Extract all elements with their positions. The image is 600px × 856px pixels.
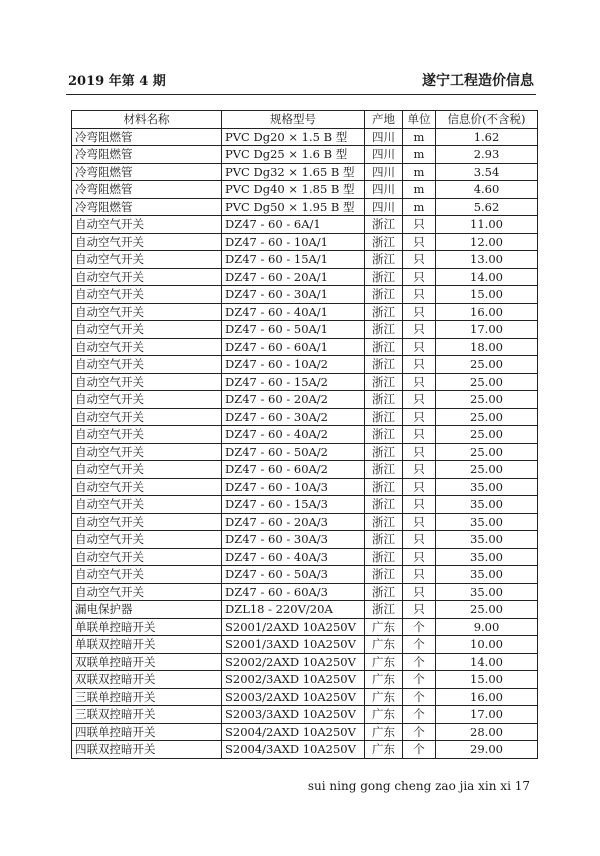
origin-cell: 浙江: [365, 251, 403, 269]
material-name-cell: 自动空气开关: [72, 233, 222, 251]
table-header-row: [72, 111, 538, 129]
unit-cell: 只: [403, 233, 436, 251]
table-row: [72, 478, 538, 496]
origin-cell: 广东: [365, 671, 403, 689]
table-row: [72, 233, 538, 251]
unit-cell: 只: [403, 461, 436, 479]
table-row: [72, 426, 538, 444]
issue-label: 2019 年第 4 期: [68, 74, 166, 89]
unit-cell: 只: [403, 566, 436, 584]
material-name-cell: 自动空气开关: [72, 251, 222, 269]
price-cell: 25.00: [436, 391, 538, 409]
material-name-cell: 冷弯阻燃管: [72, 163, 222, 181]
table-row: [72, 688, 538, 706]
spec-cell: DZ47 - 60 - 15A/2: [222, 373, 365, 391]
unit-cell: 只: [403, 426, 436, 444]
material-name-cell: 冷弯阻燃管: [72, 181, 222, 199]
unit-cell: 个: [403, 706, 436, 724]
origin-cell: 四川: [365, 181, 403, 199]
unit-cell: 只: [403, 268, 436, 286]
price-cell: 25.00: [436, 461, 538, 479]
table-row: [72, 181, 538, 199]
material-name-cell: 三联双控暗开关: [72, 706, 222, 724]
origin-cell: 广东: [365, 706, 403, 724]
price-cell: 3.54: [436, 163, 538, 181]
unit-cell: 只: [403, 338, 436, 356]
origin-cell: 浙江: [365, 531, 403, 549]
spec-cell: DZL18 - 220V/20A: [222, 601, 365, 619]
column-header-spec: 规格型号: [222, 111, 365, 129]
spec-cell: S2001/2AXD 10A250V: [222, 618, 365, 636]
material-name-cell: 双联单控暗开关: [72, 653, 222, 671]
origin-cell: 浙江: [365, 356, 403, 374]
origin-cell: 浙江: [365, 478, 403, 496]
unit-cell: 只: [403, 478, 436, 496]
table-row: [72, 198, 538, 216]
origin-cell: 浙江: [365, 443, 403, 461]
origin-cell: 浙江: [365, 391, 403, 409]
origin-cell: 浙江: [365, 513, 403, 531]
origin-cell: 广东: [365, 653, 403, 671]
material-name-cell: 单联单控暗开关: [72, 618, 222, 636]
unit-cell: m: [403, 181, 436, 199]
spec-cell: DZ47 - 60 - 50A/2: [222, 443, 365, 461]
table-row: [72, 373, 538, 391]
unit-cell: 只: [403, 303, 436, 321]
price-cell: 29.00: [436, 741, 538, 759]
origin-cell: 浙江: [365, 338, 403, 356]
unit-cell: 只: [403, 531, 436, 549]
price-cell: 25.00: [436, 601, 538, 619]
spec-cell: DZ47 - 60 - 6A/1: [222, 216, 365, 234]
unit-cell: m: [403, 198, 436, 216]
price-cell: 10.00: [436, 636, 538, 654]
spec-cell: DZ47 - 60 - 20A/1: [222, 268, 365, 286]
unit-cell: 个: [403, 741, 436, 759]
origin-cell: 浙江: [365, 548, 403, 566]
unit-cell: 个: [403, 653, 436, 671]
unit-cell: 只: [403, 391, 436, 409]
table-row: [72, 706, 538, 724]
spec-cell: DZ47 - 60 - 15A/3: [222, 496, 365, 514]
spec-cell: DZ47 - 60 - 60A/3: [222, 583, 365, 601]
unit-cell: 只: [403, 216, 436, 234]
spec-cell: PVC Dg25 × 1.6 B 型: [222, 146, 365, 164]
spec-cell: S2004/3AXD 10A250V: [222, 741, 365, 759]
table-row: [72, 338, 538, 356]
price-cell: 35.00: [436, 583, 538, 601]
material-name-cell: 自动空气开关: [72, 268, 222, 286]
table-row: [72, 303, 538, 321]
material-name-cell: 自动空气开关: [72, 338, 222, 356]
table-row: [72, 286, 538, 304]
price-cell: 25.00: [436, 408, 538, 426]
origin-cell: 浙江: [365, 233, 403, 251]
spec-cell: DZ47 - 60 - 40A/1: [222, 303, 365, 321]
origin-cell: 广东: [365, 636, 403, 654]
material-name-cell: 冷弯阻燃管: [72, 146, 222, 164]
material-name-cell: 四联双控暗开关: [72, 741, 222, 759]
price-cell: 12.00: [436, 233, 538, 251]
spec-cell: PVC Dg40 × 1.85 B 型: [222, 181, 365, 199]
price-cell: 35.00: [436, 566, 538, 584]
price-cell: 25.00: [436, 373, 538, 391]
price-cell: 35.00: [436, 548, 538, 566]
spec-cell: S2003/3AXD 10A250V: [222, 706, 365, 724]
spec-cell: DZ47 - 60 - 50A/3: [222, 566, 365, 584]
price-cell: 25.00: [436, 356, 538, 374]
column-header-price: 信息价(不含税): [436, 111, 538, 129]
column-header-unit: 单位: [403, 111, 436, 129]
material-name-cell: 自动空气开关: [72, 408, 222, 426]
material-name-cell: 自动空气开关: [72, 461, 222, 479]
unit-cell: 个: [403, 723, 436, 741]
origin-cell: 浙江: [365, 303, 403, 321]
unit-cell: 只: [403, 513, 436, 531]
spec-cell: DZ47 - 60 - 30A/1: [222, 286, 365, 304]
unit-cell: 只: [403, 583, 436, 601]
price-cell: 17.00: [436, 706, 538, 724]
publication-title: 遂宁工程造价信息: [422, 73, 534, 89]
price-cell: 2.93: [436, 146, 538, 164]
price-table: [71, 110, 538, 759]
table-row: [72, 618, 538, 636]
price-cell: 35.00: [436, 513, 538, 531]
origin-cell: 四川: [365, 146, 403, 164]
origin-cell: 四川: [365, 163, 403, 181]
material-name-cell: 双联双控暗开关: [72, 671, 222, 689]
material-name-cell: 漏电保护器: [72, 601, 222, 619]
page-footer: sui ning gong cheng zao jia xin xi 17: [307, 779, 530, 793]
price-cell: 13.00: [436, 251, 538, 269]
material-name-cell: 自动空气开关: [72, 443, 222, 461]
header-divider: [66, 94, 536, 95]
origin-cell: 浙江: [365, 286, 403, 304]
spec-cell: DZ47 - 60 - 30A/2: [222, 408, 365, 426]
unit-cell: 只: [403, 373, 436, 391]
price-cell: 28.00: [436, 723, 538, 741]
origin-cell: 广东: [365, 688, 403, 706]
price-cell: 15.00: [436, 671, 538, 689]
price-cell: 11.00: [436, 216, 538, 234]
price-cell: 15.00: [436, 286, 538, 304]
origin-cell: 浙江: [365, 601, 403, 619]
material-name-cell: 自动空气开关: [72, 286, 222, 304]
column-header-material: 材料名称: [72, 111, 222, 129]
origin-cell: 浙江: [365, 373, 403, 391]
material-name-cell: 冷弯阻燃管: [72, 128, 222, 146]
table-row: [72, 531, 538, 549]
spec-cell: PVC Dg50 × 1.95 B 型: [222, 198, 365, 216]
price-cell: 1.62: [436, 128, 538, 146]
table-row: [72, 128, 538, 146]
table-row: [72, 163, 538, 181]
material-name-cell: 自动空气开关: [72, 216, 222, 234]
table-row: [72, 356, 538, 374]
unit-cell: 只: [403, 548, 436, 566]
origin-cell: 广东: [365, 618, 403, 636]
unit-cell: 只: [403, 356, 436, 374]
price-cell: 14.00: [436, 653, 538, 671]
material-name-cell: 自动空气开关: [72, 478, 222, 496]
material-name-cell: 自动空气开关: [72, 391, 222, 409]
material-name-cell: 自动空气开关: [72, 303, 222, 321]
spec-cell: DZ47 - 60 - 40A/2: [222, 426, 365, 444]
origin-cell: 四川: [365, 128, 403, 146]
spec-cell: DZ47 - 60 - 60A/1: [222, 338, 365, 356]
price-cell: 25.00: [436, 443, 538, 461]
unit-cell: m: [403, 146, 436, 164]
spec-cell: DZ47 - 60 - 40A/3: [222, 548, 365, 566]
table-row: [72, 146, 538, 164]
price-cell: 17.00: [436, 321, 538, 339]
origin-cell: 浙江: [365, 496, 403, 514]
origin-cell: 四川: [365, 198, 403, 216]
unit-cell: 个: [403, 618, 436, 636]
table-row: [72, 216, 538, 234]
origin-cell: 广东: [365, 723, 403, 741]
spec-cell: S2004/2AXD 10A250V: [222, 723, 365, 741]
spec-cell: DZ47 - 60 - 10A/3: [222, 478, 365, 496]
price-cell: 4.60: [436, 181, 538, 199]
spec-cell: S2002/3AXD 10A250V: [222, 671, 365, 689]
table-row: [72, 321, 538, 339]
table-row: [72, 566, 538, 584]
material-name-cell: 自动空气开关: [72, 426, 222, 444]
unit-cell: 只: [403, 286, 436, 304]
origin-cell: 浙江: [365, 321, 403, 339]
table-row: [72, 443, 538, 461]
unit-cell: 个: [403, 636, 436, 654]
material-name-cell: 三联单控暗开关: [72, 688, 222, 706]
spec-cell: DZ47 - 60 - 60A/2: [222, 461, 365, 479]
table-row: [72, 583, 538, 601]
table-row: [72, 653, 538, 671]
origin-cell: 广东: [365, 741, 403, 759]
spec-cell: DZ47 - 60 - 15A/1: [222, 251, 365, 269]
spec-cell: PVC Dg32 × 1.65 B 型: [222, 163, 365, 181]
price-cell: 16.00: [436, 303, 538, 321]
table-row: [72, 671, 538, 689]
origin-cell: 浙江: [365, 566, 403, 584]
unit-cell: 只: [403, 496, 436, 514]
spec-cell: DZ47 - 60 - 10A/2: [222, 356, 365, 374]
table-row: [72, 636, 538, 654]
spec-cell: PVC Dg20 × 1.5 B 型: [222, 128, 365, 146]
material-name-cell: 自动空气开关: [72, 583, 222, 601]
material-name-cell: 自动空气开关: [72, 356, 222, 374]
material-name-cell: 单联双控暗开关: [72, 636, 222, 654]
material-name-cell: 自动空气开关: [72, 321, 222, 339]
price-cell: 9.00: [436, 618, 538, 636]
spec-cell: DZ47 - 60 - 20A/2: [222, 391, 365, 409]
price-cell: 5.62: [436, 198, 538, 216]
unit-cell: 只: [403, 408, 436, 426]
table-row: [72, 548, 538, 566]
price-cell: 35.00: [436, 478, 538, 496]
unit-cell: 只: [403, 601, 436, 619]
spec-cell: DZ47 - 60 - 50A/1: [222, 321, 365, 339]
spec-cell: DZ47 - 60 - 10A/1: [222, 233, 365, 251]
origin-cell: 浙江: [365, 426, 403, 444]
unit-cell: 只: [403, 321, 436, 339]
table-row: [72, 513, 538, 531]
table-row: [72, 741, 538, 759]
spec-cell: S2003/2AXD 10A250V: [222, 688, 365, 706]
spec-cell: DZ47 - 60 - 20A/3: [222, 513, 365, 531]
material-name-cell: 自动空气开关: [72, 566, 222, 584]
price-cell: 35.00: [436, 496, 538, 514]
spec-cell: S2002/2AXD 10A250V: [222, 653, 365, 671]
price-cell: 35.00: [436, 531, 538, 549]
unit-cell: 个: [403, 671, 436, 689]
table-body: [72, 128, 538, 758]
table-row: [72, 251, 538, 269]
table-row: [72, 723, 538, 741]
origin-cell: 浙江: [365, 583, 403, 601]
column-header-origin: 产地: [365, 111, 403, 129]
table-row: [72, 391, 538, 409]
unit-cell: 只: [403, 443, 436, 461]
spec-cell: S2001/3AXD 10A250V: [222, 636, 365, 654]
material-name-cell: 冷弯阻燃管: [72, 198, 222, 216]
table-row: [72, 268, 538, 286]
table-row: [72, 601, 538, 619]
origin-cell: 浙江: [365, 461, 403, 479]
unit-cell: m: [403, 163, 436, 181]
origin-cell: 浙江: [365, 216, 403, 234]
table-row: [72, 496, 538, 514]
unit-cell: 个: [403, 688, 436, 706]
material-name-cell: 四联单控暗开关: [72, 723, 222, 741]
origin-cell: 浙江: [365, 408, 403, 426]
material-name-cell: 自动空气开关: [72, 373, 222, 391]
price-cell: 25.00: [436, 426, 538, 444]
price-cell: 16.00: [436, 688, 538, 706]
table-row: [72, 408, 538, 426]
table-row: [72, 461, 538, 479]
material-name-cell: 自动空气开关: [72, 548, 222, 566]
spec-cell: DZ47 - 60 - 30A/3: [222, 531, 365, 549]
material-name-cell: 自动空气开关: [72, 531, 222, 549]
price-cell: 18.00: [436, 338, 538, 356]
material-name-cell: 自动空气开关: [72, 513, 222, 531]
unit-cell: m: [403, 128, 436, 146]
material-name-cell: 自动空气开关: [72, 496, 222, 514]
price-cell: 14.00: [436, 268, 538, 286]
unit-cell: 只: [403, 251, 436, 269]
origin-cell: 浙江: [365, 268, 403, 286]
